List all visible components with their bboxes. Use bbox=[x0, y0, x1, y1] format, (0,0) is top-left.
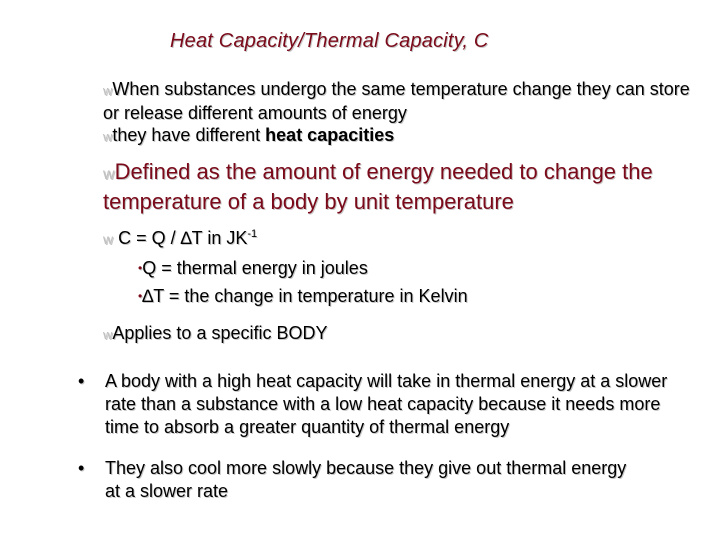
sub-item-q bbox=[138, 254, 368, 282]
list-item bbox=[78, 457, 698, 505]
formula-exponent: -1 bbox=[247, 228, 258, 240]
w-bullet-icon: w bbox=[103, 166, 115, 183]
w-bullet-icon: w bbox=[103, 129, 113, 144]
list-item-text: A body with a high heat capacity will take in thermal energy at a slower rate than a substance with a low heat capacity because it needs more time to absorb a greater quantity of thermal energy bbox=[105, 371, 668, 437]
sub-item-delta-t-text: ∆T = the change in temperature in Kelvin bbox=[142, 286, 468, 306]
sub-item-q-text: Q = thermal energy in joules bbox=[142, 258, 368, 278]
heat-capacities-bold: heat capacities bbox=[265, 125, 395, 145]
w-bullet-icon: w bbox=[103, 83, 113, 98]
paragraph-definition-text: Defined as the amount of energy needed to change the temperature of a body by unit temperature bbox=[103, 159, 653, 214]
paragraph-substances bbox=[103, 78, 708, 124]
bullet-dot-icon: • bbox=[78, 371, 85, 391]
paragraph-applies-text: Applies to a specific BODY bbox=[112, 323, 328, 343]
sub-item-delta-t bbox=[138, 282, 468, 310]
paragraph-applies bbox=[103, 322, 503, 346]
dot-bullet-icon: • bbox=[138, 261, 143, 275]
paragraph-heat-capacities bbox=[103, 124, 708, 148]
paragraph-heat-capacities-prefix: they have different bbox=[112, 125, 266, 145]
dot-bullet-icon: • bbox=[138, 289, 143, 303]
list-item bbox=[78, 370, 698, 442]
paragraph-substances-text: When substances undergo the same temperature change they can store or release different amounts of energy bbox=[103, 79, 690, 123]
formula-line bbox=[103, 227, 503, 250]
w-bullet-icon: w bbox=[103, 327, 113, 342]
bullet-dot-icon: • bbox=[78, 458, 85, 478]
paragraph-definition bbox=[103, 158, 713, 215]
w-bullet-icon: w bbox=[103, 231, 114, 247]
slide-title: Heat Capacity/Thermal Capacity, C bbox=[170, 30, 489, 52]
formula-text: C = Q / ∆T in JK bbox=[118, 228, 248, 248]
list-item-text: They also cool more slowly because they give out thermal energy at a slower rate bbox=[105, 458, 627, 501]
